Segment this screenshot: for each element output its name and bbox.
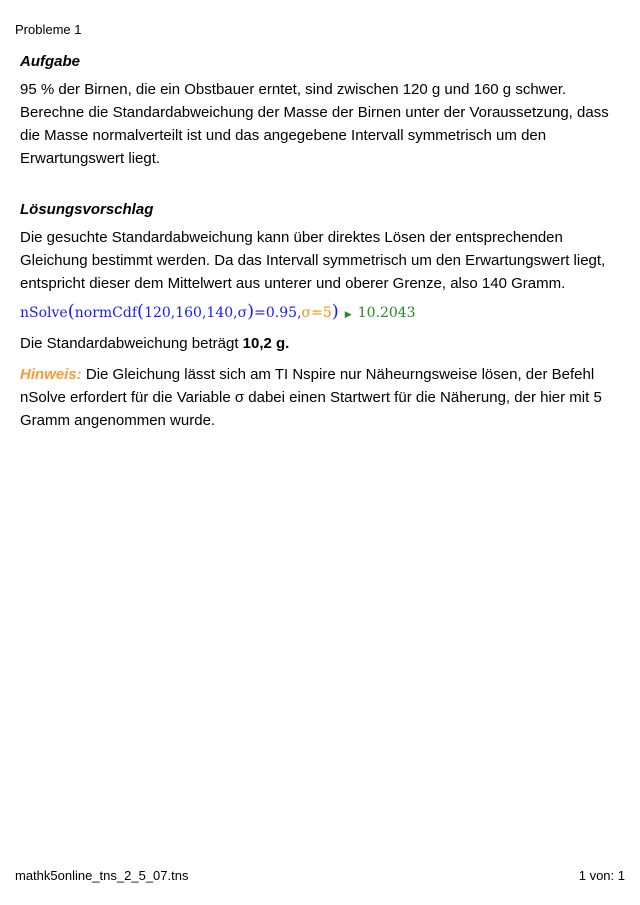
solution-text: Die gesuchte Standardabweichung kann über direktes Lösen der entsprechenden Gleichung bestimmt werden. Da das Intervall symmetrisch um den Erwartungswert liegt, entspricht dieser dem Mittelwert aus unterer und oberer Grenze, also 140 Gramm. [20, 229, 606, 292]
start-value: σ=5 [301, 305, 332, 321]
task-text: 95 % der Birnen, die ein Obstbauer erntet, sind zwischen 120 g und 160 g schwer. Berechne die Standardabweichung der Masse der Birnen unter der Voraussetzung, dass die Masse normalverteilt ist und das angegebene Intervall symmetrisch um den Erwartungswert liegt. [20, 81, 609, 167]
solution-heading: Lösungsvorschlag [20, 201, 154, 218]
equation-rest: =0.95, [254, 305, 302, 321]
task-heading: Aufgabe [20, 53, 80, 70]
footer-page-indicator: 1 von: 1 [578, 868, 625, 883]
hint-text: Die Gleichung lässt sich am TI Nspire nur Näheurngsweise lösen, der Befehl nSolve erfordert für die Variable σ dabei einen Startwert für die Näherung, der hier mit 5 Gramm angenommen wurde. [20, 366, 602, 429]
math-expression[interactable] [20, 301, 620, 326]
document-content [20, 52, 620, 432]
open-paren: ( [67, 301, 75, 322]
result-text: Die Standardabweichung beträgt [20, 335, 243, 352]
result-value: 10,2 g. [242, 335, 290, 352]
inner-close-paren: ) [247, 301, 255, 322]
normcdf-arguments: 120,160,140,σ [144, 305, 248, 321]
footer-filename: mathk5online_tns_2_5_07.tns [15, 868, 189, 883]
close-paren: ) [331, 301, 339, 322]
normcdf-function: normCdf [74, 305, 138, 321]
hint-paragraph [20, 363, 620, 432]
inner-open-paren: ( [137, 301, 145, 322]
math-result: 10.2043 [357, 305, 416, 321]
result-arrow-icon: ▶ [344, 310, 352, 320]
result-sentence [20, 332, 620, 355]
page-header-title: Probleme 1 [15, 22, 82, 37]
hint-label: Hinweis: [20, 366, 82, 383]
nsolve-function: nSolve [20, 305, 68, 321]
